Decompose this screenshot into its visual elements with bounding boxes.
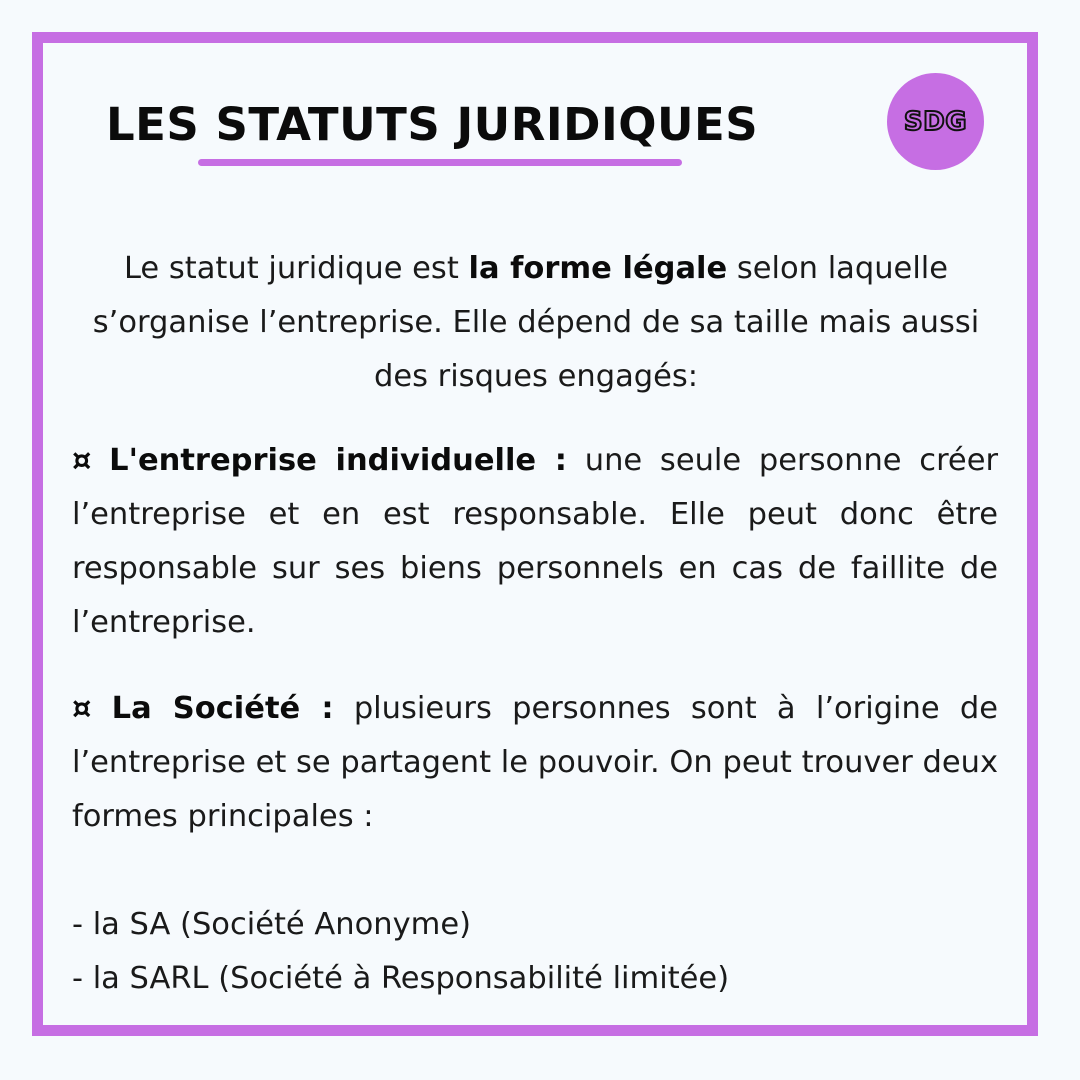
section-heading: La Société : — [111, 691, 334, 726]
intro-text-before: Le statut juridique est — [123, 251, 469, 286]
section-body: une seule personne créer l’entreprise et en est responsable. Elle peut donc être responsable sur ses biens personnels en cas de faillite de l’entreprise. — [72, 443, 999, 640]
intro-bold: la forme légale — [468, 251, 728, 286]
page-title: LES STATUTS JURIDIQUES — [106, 98, 759, 151]
list-item: - la SARL (Société à Responsabilité limitée) — [72, 961, 730, 996]
list-item: - la SA (Société Anonyme) — [72, 907, 472, 942]
intro-text-after: selon laquelle s’organise l’entreprise. Elle dépend de sa taille mais aussi des risques engagés: — [92, 251, 980, 394]
section-societe — [72, 682, 998, 844]
section-individual-enterprise — [72, 434, 998, 650]
company-forms-list — [72, 898, 729, 1006]
section-marker: ¤ — [72, 443, 92, 478]
intro-paragraph — [72, 242, 1000, 404]
section-body: plusieurs personnes sont à l’origine de l’entreprise et se partagent le pouvoir. On peut trouver deux formes principales : — [72, 691, 998, 834]
section-marker: ¤ — [72, 691, 92, 726]
title-underline — [198, 159, 682, 166]
badge-label: SDG — [903, 106, 968, 137]
section-heading: L'entreprise individuelle : — [109, 443, 567, 478]
sdg-logo-badge — [887, 73, 984, 170]
